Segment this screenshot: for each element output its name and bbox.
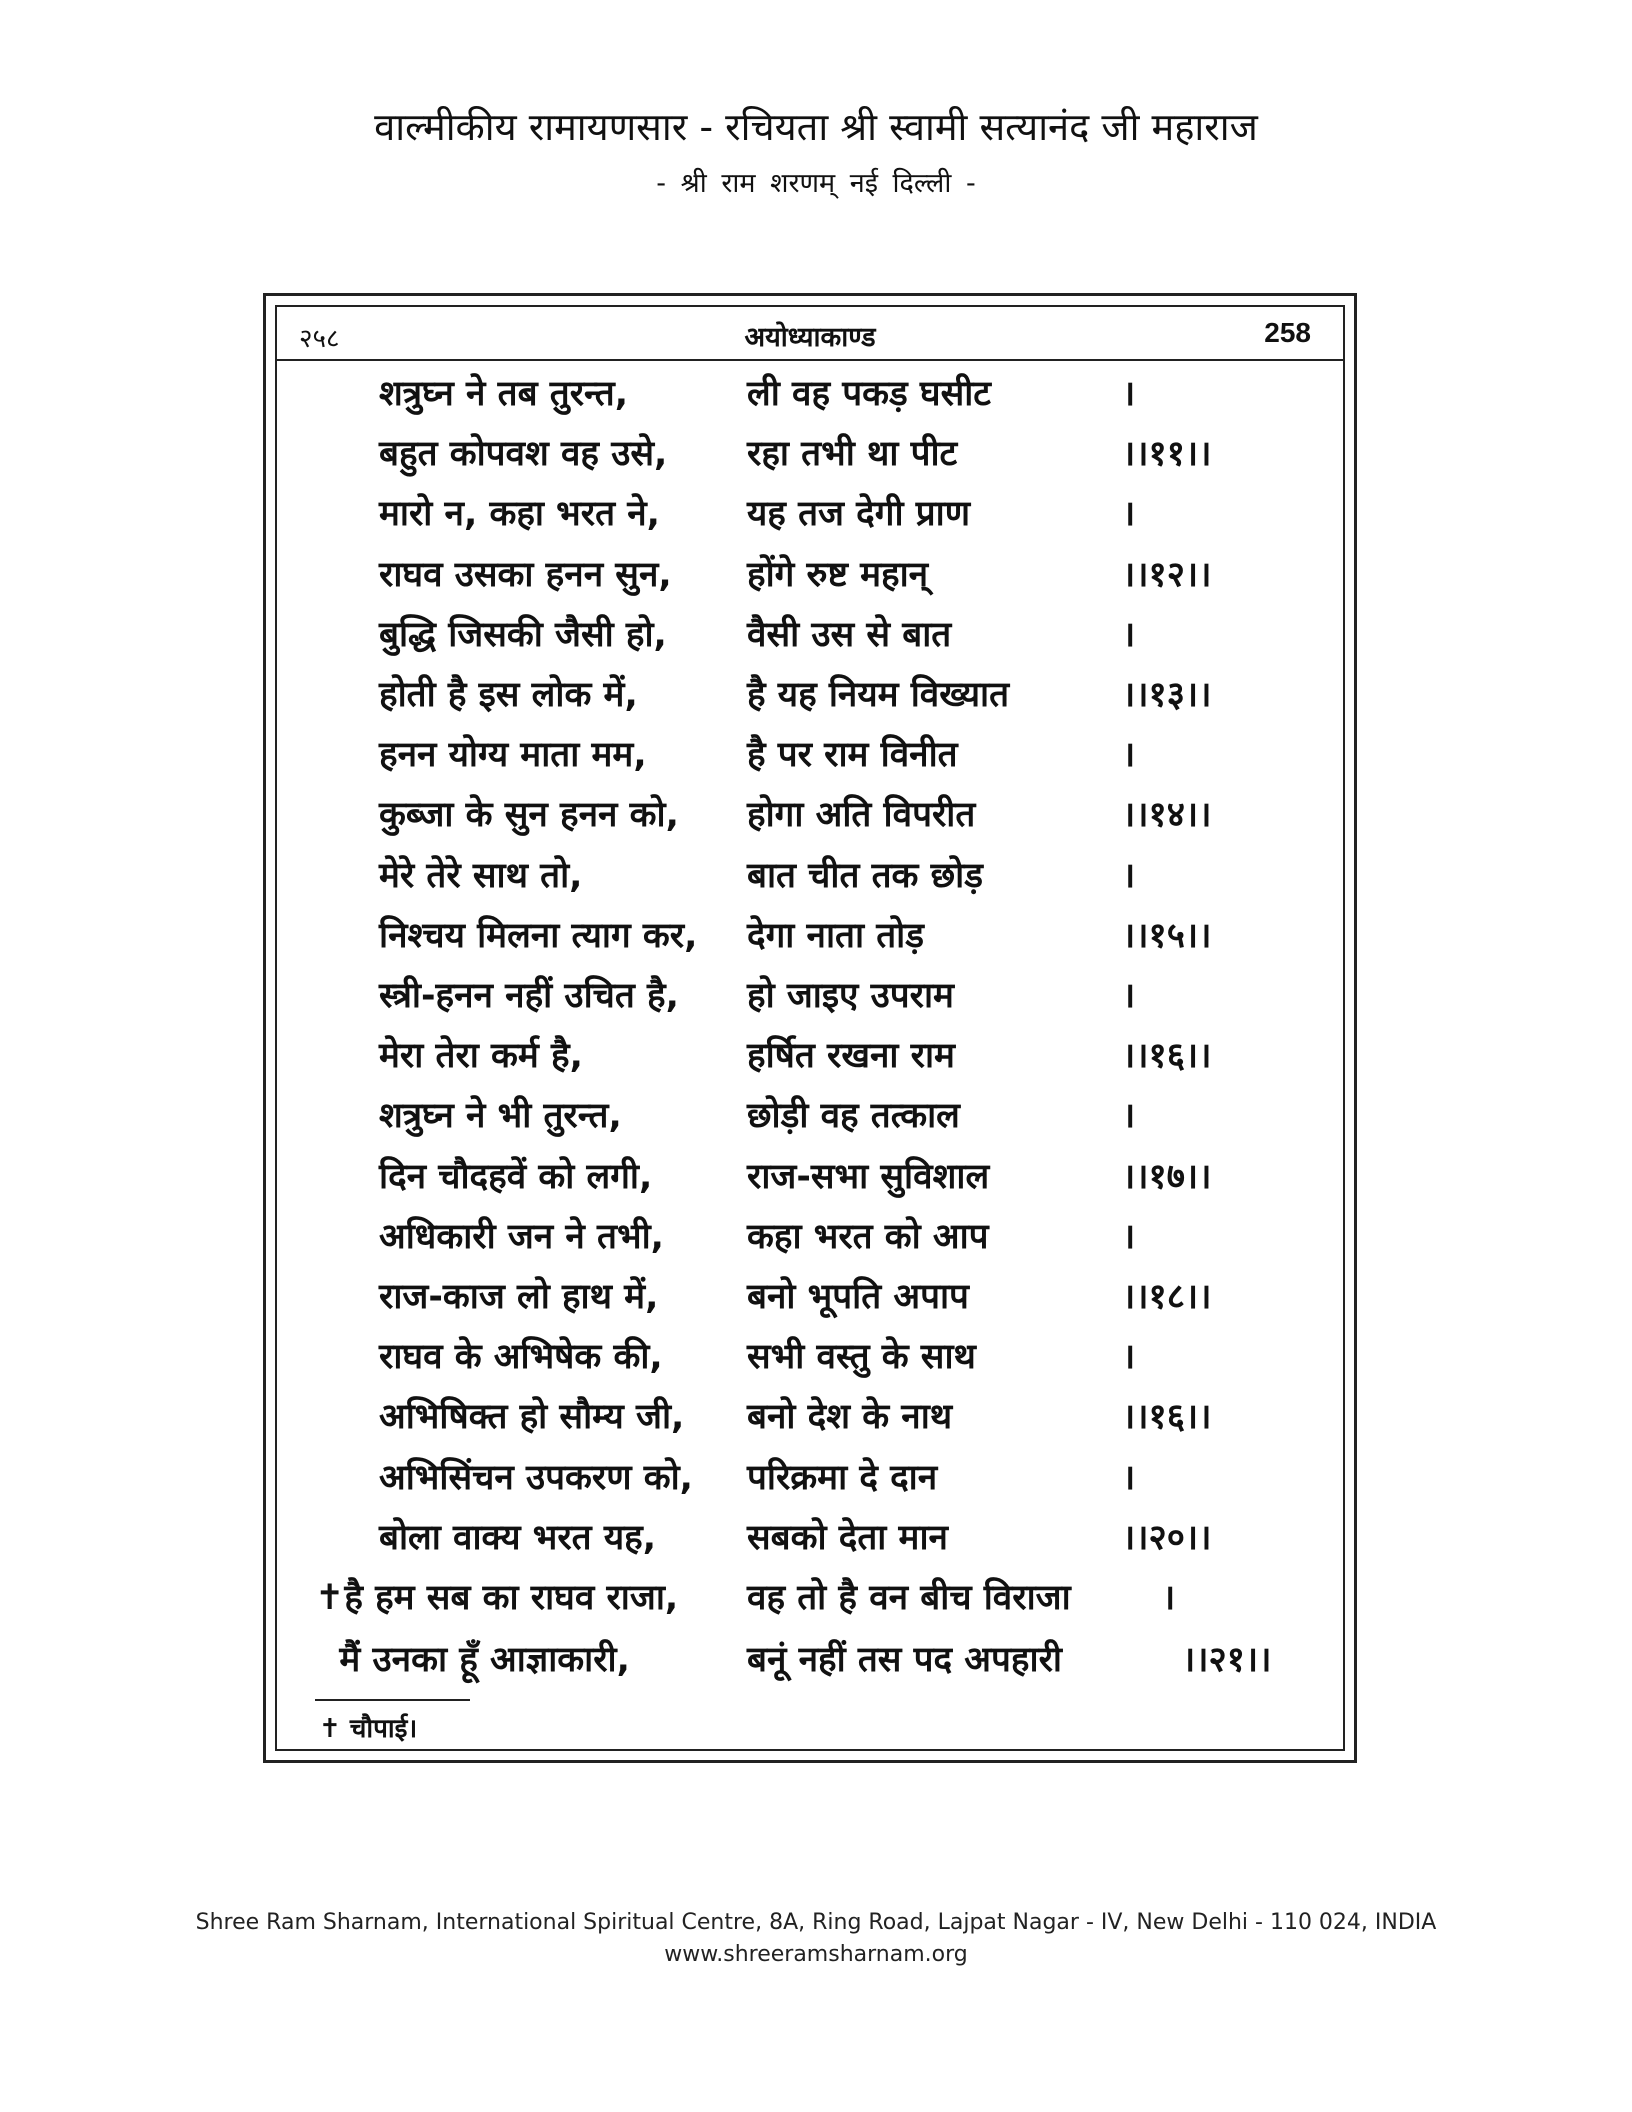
verse-line (277, 1513, 1343, 1573)
verse-first-half: मारो न, कहा भरत ने, (379, 494, 660, 535)
verse-mark: ।।१८।। (1122, 1277, 1212, 1317)
verse-second-half: बनो देश के नाथ (747, 1397, 953, 1438)
document-header-subtitle: - श्री राम शरणम् नई दिल्ली - (656, 168, 976, 199)
chapter-title: अयोध्याकाण्ड (744, 322, 876, 353)
verse-line (277, 851, 1343, 911)
verse-mark: । (1122, 614, 1136, 655)
verse-first-half: शत्रुघ्न ने तब तुरन्त, (379, 374, 629, 414)
verse-first-half: मेरा तेरा कर्म है, (379, 1036, 583, 1077)
verse-first-half: स्त्री-हनन नहीं उचित है, (379, 976, 679, 1016)
verse-line (277, 730, 1343, 790)
verse-line (277, 1031, 1343, 1091)
verse-mark: । (1122, 1096, 1136, 1137)
verse-second-half: सबको देता मान (747, 1517, 948, 1558)
verse-line (277, 550, 1343, 610)
verse-line (277, 610, 1343, 670)
verse-first-half: राज-काज लो हाथ में, (379, 1277, 659, 1317)
verse-second-half: राज-सभा सुविशाल (747, 1156, 990, 1197)
document-header-title: वाल्मीकीय रामायणसार - रचियता श्री स्वामी सत्यानंद जी महाराज (374, 105, 1258, 149)
verse-second-half: हर्षित रखना राम (747, 1036, 955, 1077)
verse-first-half: बुद्धि जिसकी जैसी हो, (379, 614, 667, 655)
verse-line (277, 1453, 1343, 1513)
chaupai-line (277, 1573, 1343, 1635)
verse-first-half: शत्रुघ्न ने भी तुरन्त, (379, 1096, 622, 1137)
verse-mark: ।।१६।। (1122, 1397, 1212, 1438)
verse-second-half: होंगे रुष्ट महान् (747, 554, 929, 595)
verse-first-half: राघव के अभिषेक की, (379, 1337, 663, 1378)
verse-first-half: अभिसिंचन उपकरण को, (379, 1457, 693, 1498)
verse-second-half: बनो भूपति अपाप (747, 1277, 969, 1317)
page-number-latin: 258 (1264, 317, 1311, 348)
verse-line (277, 971, 1343, 1031)
verse-mark: । (1122, 855, 1136, 896)
verse-line (277, 670, 1343, 730)
verse-line (277, 1091, 1343, 1151)
verse-second-half: वैसी उस से बात (747, 614, 952, 655)
verse-second-half: देगा नाता तोड़ (747, 915, 924, 956)
verse-mark: ।।११।। (1122, 434, 1212, 475)
verse-first-half: होती है इस लोक में, (379, 675, 638, 715)
footer-website: www.shreeramsharnam.org (664, 1942, 968, 1967)
verse-first-half: दिन चौदहवें को लगी, (379, 1156, 653, 1197)
verse-second-half: सभी वस्तु के साथ (747, 1337, 976, 1378)
verse-mark: ।।१३।। (1122, 675, 1212, 715)
verse-first-half: मेरे तेरे साथ तो, (379, 855, 583, 896)
verse-line (277, 790, 1343, 850)
verse-mark: । (1122, 1216, 1136, 1257)
verse-mark: ।।१७।। (1122, 1156, 1212, 1197)
verse-second-half: रहा तभी था पीट (747, 434, 958, 475)
verse-first-half: अधिकारी जन ने तभी, (379, 1216, 664, 1257)
verse-mark: । (1122, 1337, 1136, 1378)
verse-mark: ।।१६।। (1122, 1036, 1212, 1077)
verse-second-half: छोड़ी वह तत्काल (747, 1096, 960, 1137)
verse-second-half: कहा भरत को आप (747, 1216, 989, 1257)
verse-line (277, 429, 1343, 489)
verse-first-half: कुब्जा के सुन हनन को, (379, 795, 679, 836)
page-head-row (277, 307, 1343, 361)
verse-first-half: बहुत कोपवश वह उसे, (379, 434, 668, 475)
verse-line (277, 1272, 1343, 1332)
verse-second-half: ली वह पकड़ घसीट (747, 374, 991, 414)
verse-mark: ।।२०।। (1122, 1517, 1212, 1558)
verse-second-half: है यह नियम विख्यात (747, 675, 1010, 715)
chaupai-first-half: ✝है हम सब का राघव राजा, (315, 1578, 679, 1618)
verse-mark: । (1122, 494, 1136, 535)
verse-second-half: परिक्रमा दे दान (747, 1457, 938, 1498)
verse-first-half: अभिषिक्त हो सौम्य जी, (379, 1397, 685, 1438)
chaupai-mark: । (1162, 1578, 1176, 1618)
verse-mark: । (1122, 1457, 1136, 1498)
verse-line (277, 1392, 1343, 1452)
footnote: ✝ चौपाई। (319, 1714, 418, 1744)
chaupai-line (277, 1635, 1343, 1697)
page-number-devanagari: २५८ (299, 324, 340, 354)
footnote-rule (315, 1699, 470, 1701)
chaupai-second-half: बनूं नहीं तस पद अपहारी (747, 1640, 1062, 1680)
chaupai-first-half: मैं उनका हूँ आज्ञाकारी, (315, 1640, 630, 1680)
verse-second-half: हो जाइए उपराम (747, 976, 954, 1016)
page-frame-inner (275, 305, 1345, 1751)
verse-first-half: बोला वाक्य भरत यह, (379, 1517, 657, 1558)
verse-mark: ।।१२।। (1122, 554, 1212, 595)
verse-mark: । (1122, 976, 1136, 1016)
verse-line (277, 489, 1343, 549)
page-frame (263, 293, 1357, 1763)
footer-address: Shree Ram Sharnam, International Spiritual Centre, 8A, Ring Road, Lajpat Nagar - IV, New Delhi - 110 024, INDIA (195, 1910, 1437, 1935)
verse-mark: । (1122, 735, 1136, 776)
verse-line (277, 1152, 1343, 1212)
verse-first-half: निश्चय मिलना त्याग कर, (379, 915, 698, 956)
verse-line (277, 369, 1343, 429)
verse-second-half: होगा अति विपरीत (747, 795, 976, 836)
chaupai-second-half: वह तो है वन बीच विराजा (747, 1578, 1071, 1618)
verse-second-half: है पर राम विनीत (747, 735, 958, 776)
verse-mark: । (1122, 374, 1136, 414)
verse-mark: ।।१५।। (1122, 915, 1212, 956)
verse-second-half: बात चीत तक छोड़ (747, 855, 983, 896)
verse-first-half: हनन योग्य माता मम, (379, 735, 647, 776)
verse-line (277, 1332, 1343, 1392)
verse-second-half: यह तज देगी प्राण (747, 494, 971, 535)
verse-mark: ।।१४।। (1122, 795, 1212, 836)
verse-line (277, 911, 1343, 971)
verse-first-half: राघव उसका हनन सुन, (379, 554, 672, 595)
verse-line (277, 1212, 1343, 1272)
chaupai-mark: ।।२१।। (1182, 1640, 1272, 1680)
